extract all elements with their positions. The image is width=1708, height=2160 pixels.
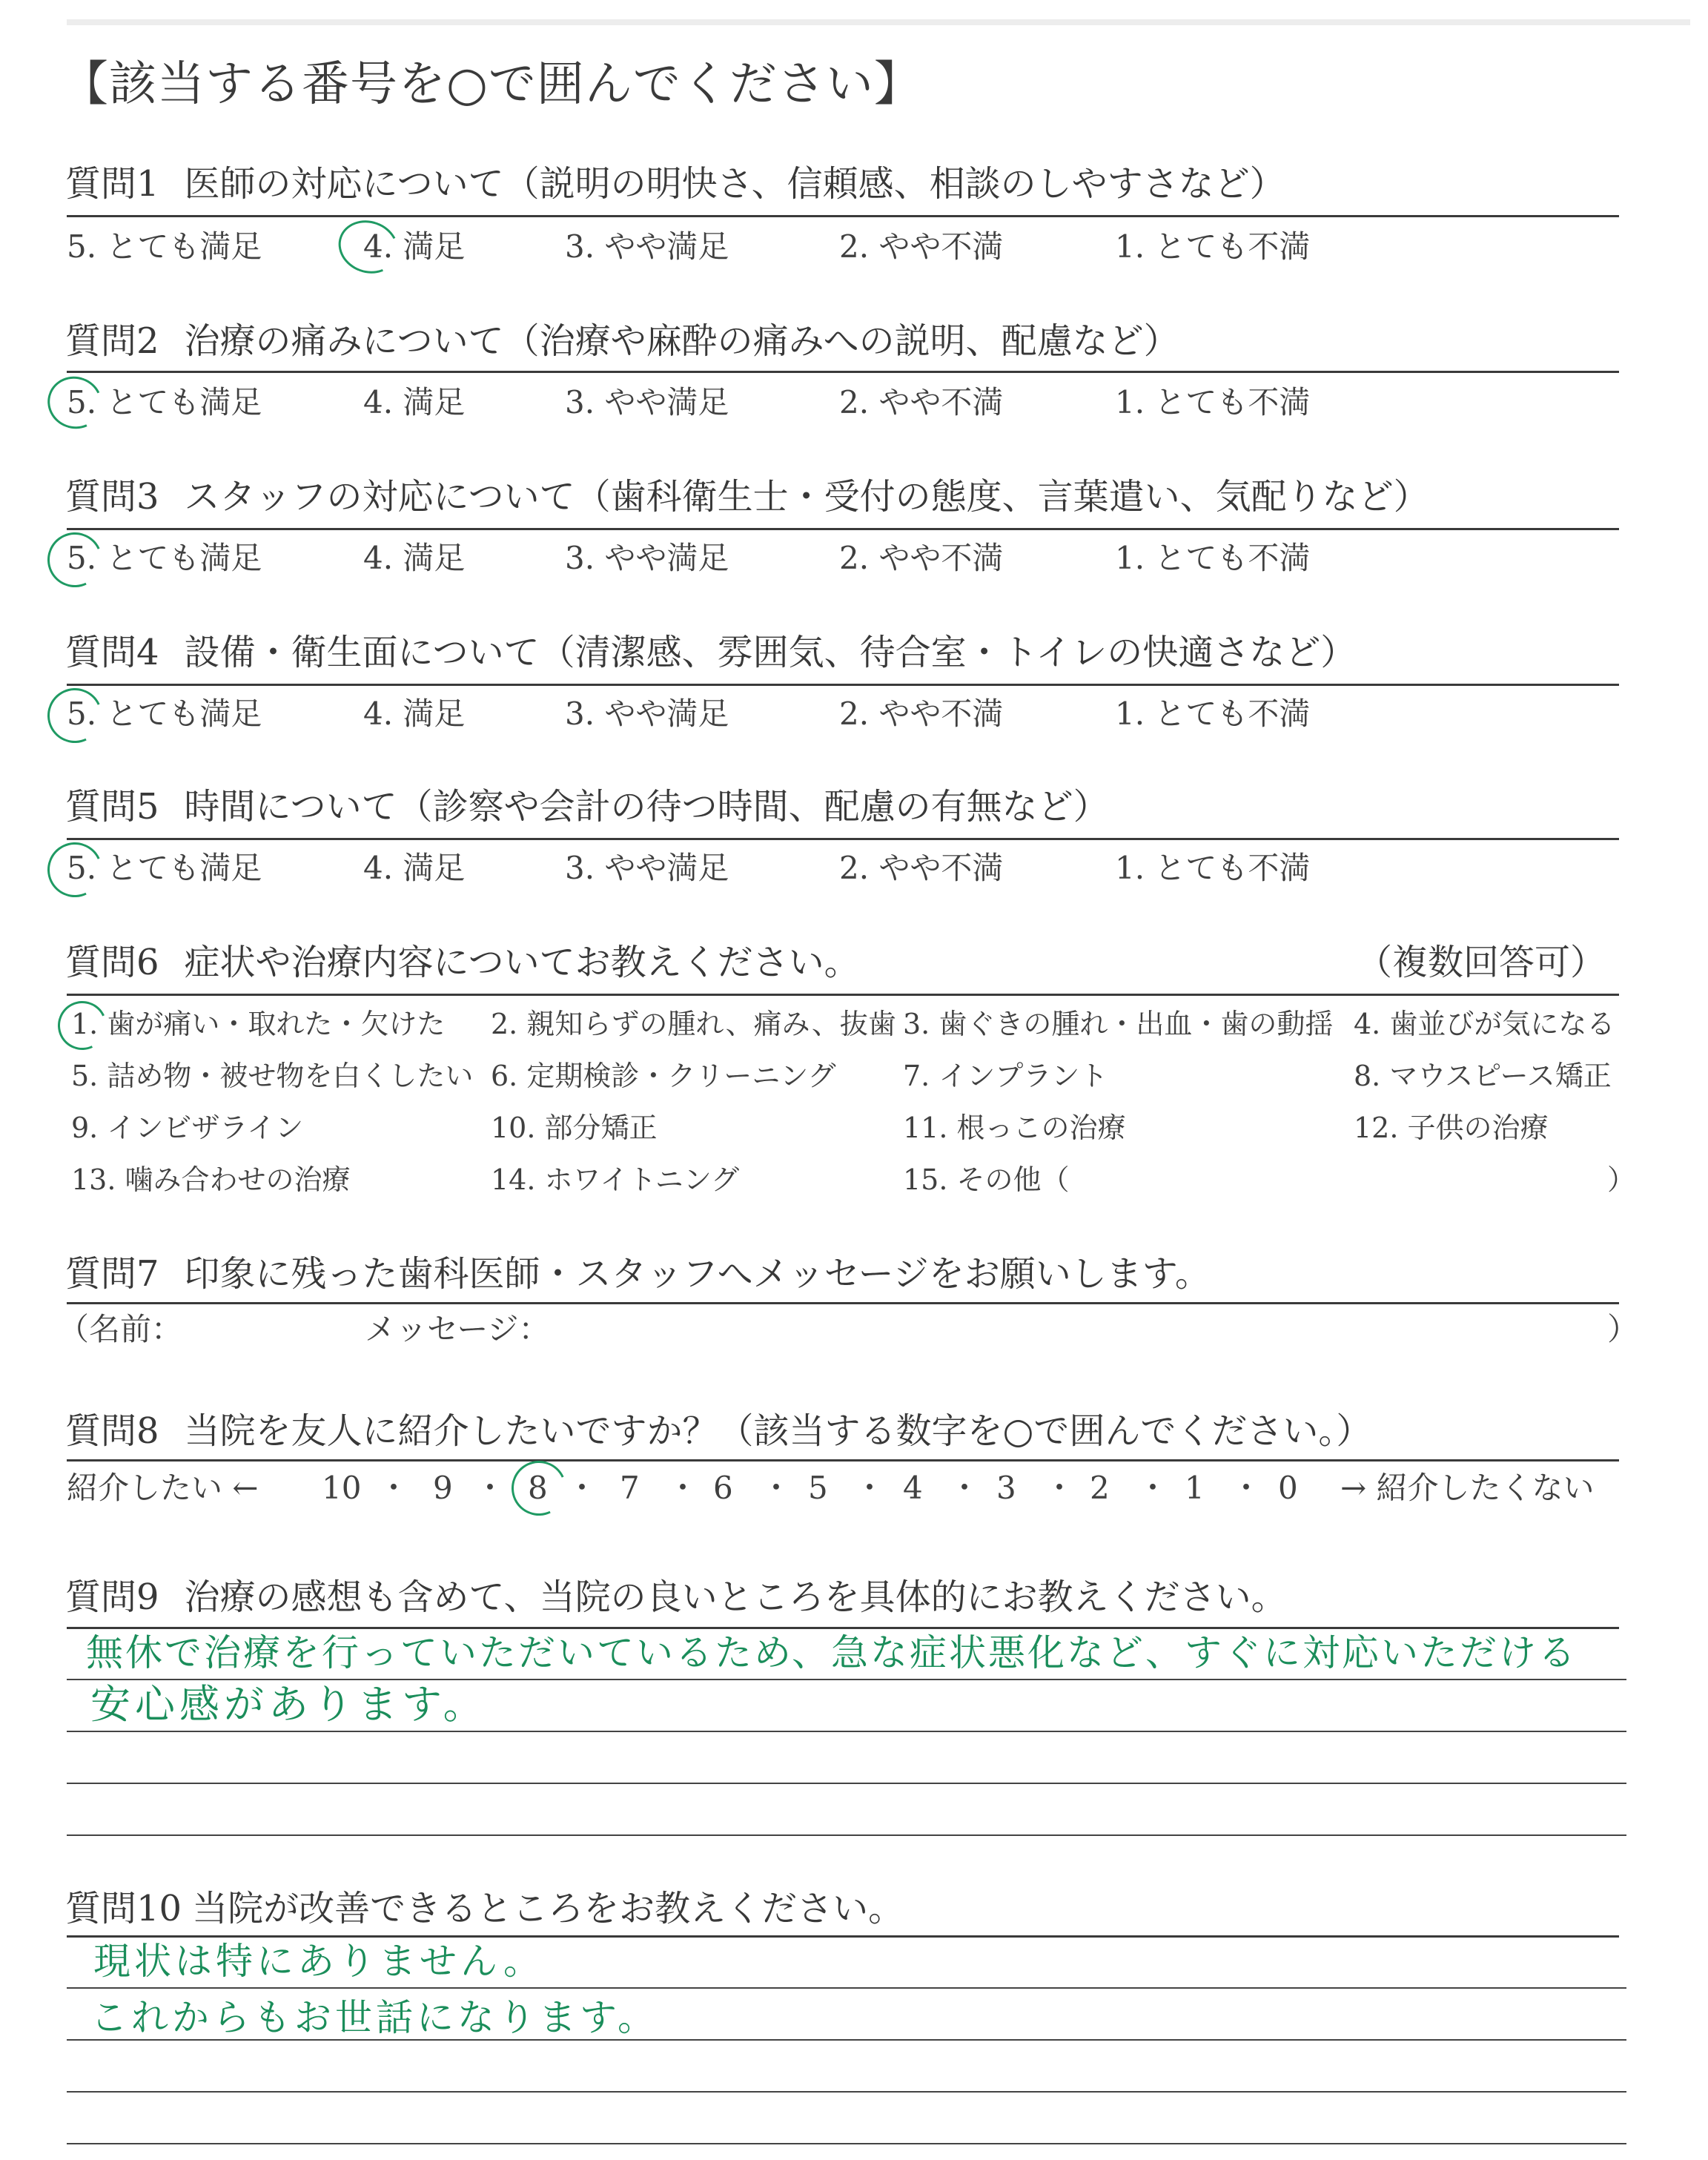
underline	[67, 1935, 1619, 1938]
question-number: 質問4	[65, 632, 159, 673]
answer-line	[67, 1783, 1626, 1784]
scale-separator: ・	[1137, 1470, 1169, 1506]
question-9	[65, 1576, 1287, 1618]
q2-option-2[interactable]: 2. やや不満	[839, 384, 1004, 420]
q6-option-2[interactable]: 2. 親知らずの腫れ、痛み、抜歯	[491, 1008, 896, 1040]
q2-option-3[interactable]: 3. やや満足	[565, 384, 729, 420]
question-6	[65, 942, 860, 983]
underline	[67, 838, 1619, 840]
scale-2[interactable]: 2	[1090, 1470, 1110, 1506]
answer-line	[67, 1834, 1626, 1836]
q3-option-3[interactable]: 3. やや満足	[565, 540, 729, 576]
q1-option-2[interactable]: 2. やや不満	[839, 228, 1004, 265]
q6-option-10[interactable]: 10. 部分矯正	[491, 1112, 658, 1144]
selection-circle	[331, 212, 406, 282]
question-number: 質問3	[65, 476, 159, 518]
q6-option-5[interactable]: 5. 詰め物・被せ物を白くしたい	[71, 1060, 474, 1092]
question-text: スタッフの対応について（歯科衛生士・受付の態度、言葉遣い、気配りなど）	[184, 476, 1429, 518]
q4-option-3[interactable]: 3. やや満足	[565, 696, 729, 732]
recommend-left-label: 紹介したい ←	[67, 1470, 259, 1506]
question-text: 設備・衛生面について（清潔感、雰囲気、待合室・トイレの快適さなど）	[184, 632, 1357, 673]
q1-option-3[interactable]: 3. やや満足	[565, 228, 729, 265]
q5-option-1[interactable]: 1. とても不満	[1115, 850, 1311, 886]
answer-line	[67, 2091, 1626, 2093]
q5-option-4[interactable]: 4. 満足	[363, 850, 466, 886]
q5-option-3[interactable]: 3. やや満足	[565, 850, 729, 886]
q4-option-4[interactable]: 4. 満足	[363, 696, 466, 732]
q6-option-13[interactable]: 13. 噛み合わせの治療	[71, 1163, 351, 1196]
q6-option-15[interactable]: 15. その他（	[903, 1163, 1070, 1196]
q2-option-4[interactable]: 4. 満足	[363, 384, 466, 420]
question-8	[65, 1410, 1372, 1452]
selection-circle	[51, 994, 114, 1057]
scale-separator: ・	[474, 1470, 506, 1506]
scale-separator: ・	[854, 1470, 886, 1506]
scale-8[interactable]: 8	[528, 1470, 548, 1506]
scan-top-edge	[67, 19, 1690, 25]
q3-option-1[interactable]: 1. とても不満	[1115, 540, 1311, 576]
q10-answer-line-2: これからもお世話になります。	[90, 1996, 658, 2039]
q4-option-2[interactable]: 2. やや不満	[839, 696, 1004, 732]
selection-circle	[40, 369, 109, 436]
question-text: 症状や治療内容についてお教えください。	[184, 942, 860, 983]
scale-separator: ・	[1044, 1470, 1076, 1506]
q6-option-3[interactable]: 3. 歯ぐきの腫れ・出血・歯の動揺	[903, 1008, 1334, 1040]
question-number: 質問6	[65, 942, 159, 983]
question-number: 質問9	[65, 1576, 159, 1618]
question-5	[65, 786, 1109, 828]
selection-circle	[504, 1453, 575, 1524]
q6-option-6[interactable]: 6. 定期検診・クリーニング	[491, 1060, 836, 1092]
q4-option-1[interactable]: 1. とても不満	[1115, 696, 1311, 732]
answer-line	[67, 1987, 1626, 1989]
question-10	[65, 1888, 904, 1929]
scale-10[interactable]: 10	[322, 1470, 362, 1506]
selection-circle	[40, 525, 110, 595]
underline	[67, 994, 1619, 996]
q2-option-5[interactable]: 5. とても満足	[67, 384, 262, 420]
question-text: 治療の感想も含めて、当院の良いところを具体的にお教えください。	[184, 1576, 1287, 1618]
scale-separator: ・	[1231, 1470, 1262, 1506]
question-text: 当院が改善できるところをお教えください。	[192, 1888, 904, 1929]
answer-line	[67, 2143, 1626, 2144]
scale-separator: ・	[378, 1470, 410, 1506]
q3-option-5[interactable]: 5. とても満足	[67, 540, 262, 576]
underline	[67, 1627, 1619, 1629]
q10-answer-line-1: 現状は特にありません。	[93, 1940, 544, 1983]
q9-answer-line-2: 安心感があります。	[90, 1681, 488, 1728]
q6-option-12[interactable]: 12. 子供の治療	[1354, 1112, 1549, 1144]
question-number: 質問8	[65, 1410, 159, 1452]
q6-option-14[interactable]: 14. ホワイトニング	[491, 1163, 740, 1196]
message-close: ）	[1607, 1311, 1639, 1347]
q5-option-5[interactable]: 5. とても満足	[67, 850, 262, 886]
question-1	[65, 163, 1285, 205]
underline	[67, 215, 1619, 217]
scale-9[interactable]: 9	[433, 1470, 453, 1506]
question-number: 質問7	[65, 1253, 159, 1295]
scale-separator: ・	[949, 1470, 981, 1506]
q6-option-9[interactable]: 9. インビザライン	[71, 1112, 304, 1144]
question-text: 時間について（診察や会計の待つ時間、配慮の有無など）	[184, 786, 1109, 828]
question-7	[65, 1253, 1211, 1295]
q6-option-11[interactable]: 11. 根っこの治療	[903, 1112, 1126, 1144]
scale-separator: ・	[761, 1470, 792, 1506]
q9-answer-line-1: 無休で治療を行っていただいているため、急な症状悪化など、すぐに対応いただける	[86, 1631, 1578, 1674]
underline	[67, 1302, 1619, 1304]
q6-option-4[interactable]: 4. 歯並びが気になる	[1354, 1008, 1615, 1040]
name-label: （名前：	[58, 1311, 183, 1347]
question-4	[65, 632, 1357, 673]
q6-other-close: ）	[1607, 1163, 1636, 1196]
q6-option-1[interactable]: 1. 歯が痛い・取れた・欠けた	[71, 1008, 446, 1040]
selection-circle	[40, 835, 110, 905]
underline	[67, 684, 1619, 686]
selection-circle	[40, 681, 110, 751]
underline	[67, 371, 1619, 373]
answer-line	[67, 2039, 1626, 2041]
scale-0[interactable]: 0	[1278, 1470, 1298, 1506]
recommend-right-label: → 紹介したくない	[1340, 1470, 1595, 1506]
scale-5[interactable]: 5	[808, 1470, 828, 1506]
answer-line	[67, 1731, 1626, 1732]
form-title: 【該当する番号を○で囲んでください】	[61, 57, 922, 112]
scale-separator: ・	[566, 1470, 598, 1506]
q6-option-7[interactable]: 7. インプラント	[903, 1060, 1108, 1092]
underline	[67, 1459, 1619, 1462]
message-label: メッセージ：	[365, 1311, 550, 1347]
q1-option-1[interactable]: 1. とても不満	[1115, 228, 1311, 265]
answer-line	[67, 1679, 1626, 1680]
q4-option-5[interactable]: 5. とても満足	[67, 696, 262, 732]
question-number: 質問10	[65, 1888, 182, 1929]
scale-7[interactable]: 7	[620, 1470, 640, 1506]
question-text: 治療の痛みについて（治療や麻酔の痛みへの説明、配慮など）	[184, 320, 1179, 362]
q1-option-4[interactable]: 4. 満足	[363, 228, 466, 265]
q3-option-2[interactable]: 2. やや不満	[839, 540, 1004, 576]
scale-6[interactable]: 6	[713, 1470, 733, 1506]
underline	[67, 528, 1619, 530]
question-number: 質問1	[65, 163, 159, 205]
q2-option-1[interactable]: 1. とても不満	[1115, 384, 1311, 420]
q5-option-2[interactable]: 2. やや不満	[839, 850, 1004, 886]
scale-3[interactable]: 3	[996, 1470, 1016, 1506]
q1-option-5[interactable]: 5. とても満足	[67, 228, 262, 265]
scale-separator: ・	[667, 1470, 699, 1506]
q6-option-8[interactable]: 8. マウスピース矯正	[1354, 1060, 1612, 1092]
scale-4[interactable]: 4	[903, 1470, 923, 1506]
multiple-answer-note: （複数回答可）	[1357, 942, 1606, 983]
question-text: 印象に残った歯科医師・スタッフへメッセージをお願いします。	[184, 1253, 1211, 1295]
q3-option-4[interactable]: 4. 満足	[363, 540, 466, 576]
scale-1[interactable]: 1	[1185, 1470, 1205, 1506]
question-text: 当院を友人に紹介したいですか？（該当する数字を○で囲んでください。）	[184, 1410, 1372, 1452]
question-number: 質問2	[65, 320, 159, 362]
question-3	[65, 476, 1429, 518]
question-text: 医師の対応について（説明の明快さ、信頼感、相談のしやすさなど）	[184, 163, 1285, 205]
question-2	[65, 320, 1179, 362]
question-number: 質問5	[65, 786, 159, 828]
